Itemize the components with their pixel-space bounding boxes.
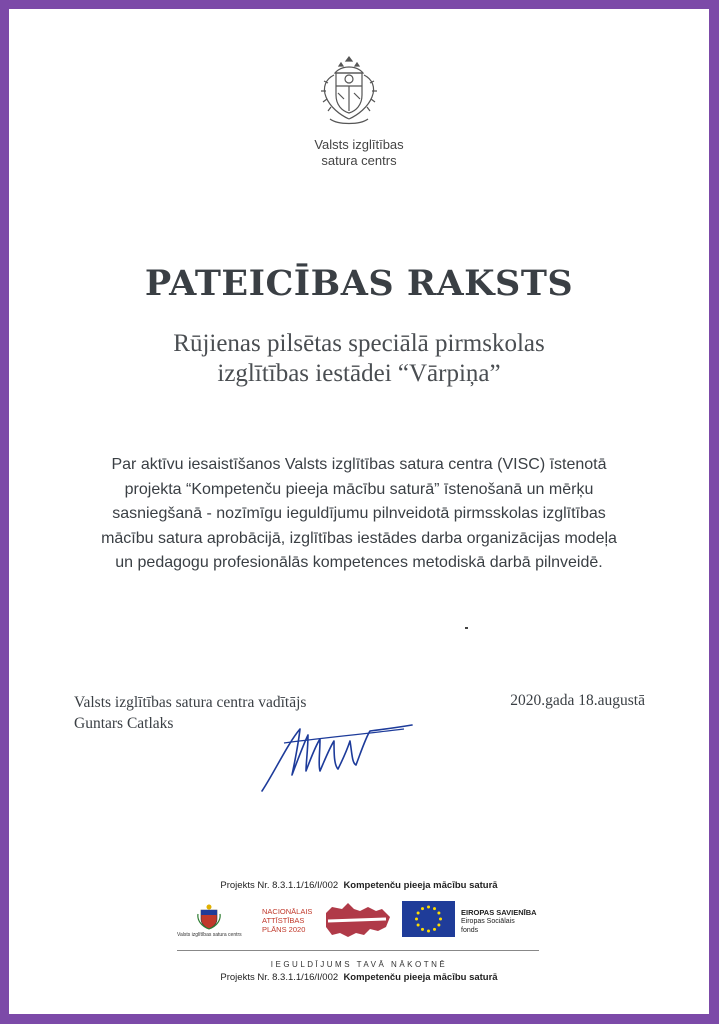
nap-line-3: PLĀNS 2020 — [262, 925, 306, 934]
signatory-name: Guntars Catlaks — [74, 715, 174, 732]
paper-speck — [465, 627, 468, 629]
signatory-position: Valsts izglītības satura centra vadītājs — [74, 694, 307, 711]
recipient — [9, 329, 709, 389]
latvia-map-icon — [320, 899, 394, 945]
body-line-3: sasniegšanā - nozīmīgu ieguldījumu pilnveidotā pirmsskolas izglītības — [112, 505, 606, 522]
eu-flag-icon — [402, 901, 455, 937]
visc-small-label: Valsts izglītības satura centrs — [177, 932, 242, 938]
certificate-body — [79, 453, 639, 576]
eu-fund-text — [461, 908, 537, 935]
body-line-5: un pedagogu profesionālās kompetences metodiskā darbā pilnveidē. — [115, 554, 603, 571]
project-name-bottom: Kompetenču pieeja mācību saturā — [343, 972, 498, 983]
eu-line-3: fonds — [461, 927, 479, 934]
certificate-page — [9, 9, 709, 1014]
organization-line-2: satura centrs — [321, 153, 397, 168]
footer-slogan: IEGULDĪJUMS TAVĀ NĀKOTNĒ — [270, 960, 448, 969]
visc-small-emblem-icon — [197, 904, 221, 930]
footer-project-bottom — [9, 972, 709, 983]
recipient-line-1: Rūjienas pilsētas speciālā pirmskolas — [173, 330, 545, 357]
signature-image — [254, 713, 414, 795]
recipient-line-2: izglītības iestādei “Vārpiņa” — [217, 360, 501, 387]
project-number-bottom: Projekts Nr. 8.3.1.1/16/I/002 — [220, 972, 339, 983]
eu-line-1: EIROPAS SAVIENĪBA — [461, 908, 537, 917]
certificate-title: PATEICĪBAS RAKSTS — [144, 263, 574, 304]
organization-line-1: Valsts izglītības — [314, 137, 404, 152]
project-name: Kompetenču pieeja mācību saturā — [343, 880, 498, 891]
nap-line-1: NACIONĀLAIS — [262, 907, 313, 916]
coat-of-arms-icon — [314, 53, 384, 133]
footer-project-top — [9, 880, 709, 891]
body-line-1: Par aktīvu iesaistīšanos Valsts izglītības satura centra (VISC) īstenotā — [111, 456, 607, 473]
eu-line-2: Eiropas Sociālais — [461, 918, 515, 925]
body-line-4: mācību satura aprobācijā, izglītības iestādes darba organizācijas modeļa — [101, 529, 617, 547]
issue-date: 2020.gada 18.augustā — [510, 692, 645, 709]
nap-2020-text — [262, 907, 312, 934]
nap-line-2: ATTĪSTĪBAS — [262, 916, 305, 925]
organization-logo-text — [9, 137, 709, 169]
body-line-2: projekta “Kompetenču pieeja mācību saturā” īstenošanā un mērķu — [124, 480, 594, 498]
project-number: Projekts Nr. 8.3.1.1/16/I/002 — [220, 880, 339, 891]
footer-divider — [177, 950, 539, 951]
